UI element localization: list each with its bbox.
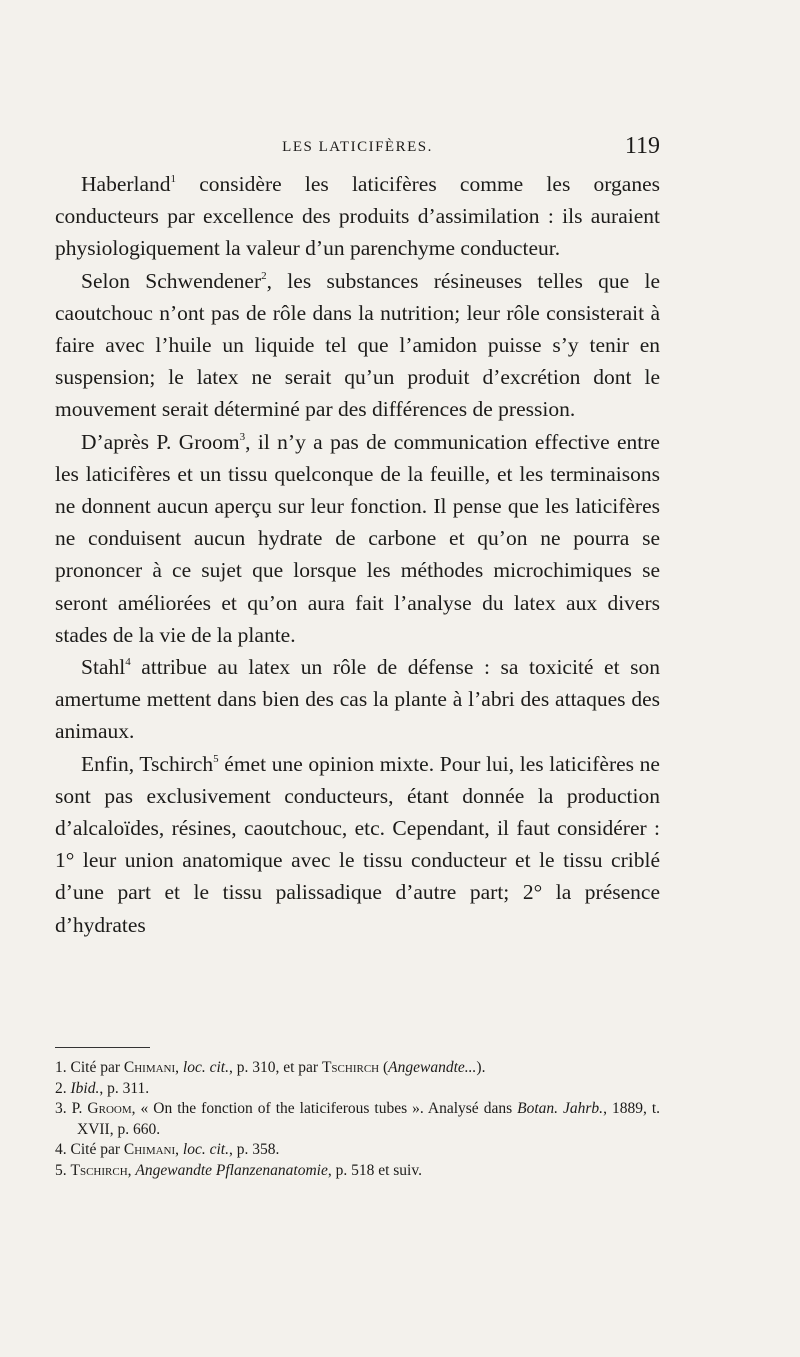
footnote-ref: 1 (170, 173, 177, 185)
author-name: Chimani (123, 1141, 176, 1158)
footnotes (55, 1058, 660, 1181)
footnote-ref: 3 (239, 430, 246, 443)
text-run: ( (379, 1059, 389, 1076)
work-title: Angewandte Pflanzenanatomie (135, 1161, 328, 1179)
text-run: 5. (55, 1161, 71, 1179)
page-header (55, 133, 660, 163)
text-run: , (175, 1059, 183, 1076)
footnote-4 (55, 1140, 660, 1161)
text-run: , p. 358. (228, 1141, 280, 1158)
text-run: , (127, 1161, 136, 1179)
text-run: , 1889, t. XVII, p. 660. (77, 1100, 661, 1138)
citation-ref: loc. cit. (182, 1059, 229, 1076)
text-run: Enfin, Tschirch (81, 751, 214, 776)
text-run: 2. (55, 1079, 71, 1097)
text-run: ). (476, 1059, 486, 1076)
work-title: Angewandte... (388, 1059, 477, 1076)
body-text (55, 168, 660, 941)
citation-ref: loc. cit. (182, 1141, 229, 1158)
author-name: Tschirch (70, 1161, 128, 1179)
text-run: Haberland (81, 172, 171, 196)
paragraph-haberland (55, 168, 660, 265)
paragraph-stahl (55, 651, 660, 748)
text-run: Selon Schwendener (81, 268, 262, 293)
footnote-ref: 4 (125, 656, 131, 669)
text-run: attribue au latex un rôle de défense : sa toxicité et son amertume mettent dans bien des cas la plante à l’abri des attaques des animaux. (55, 655, 660, 744)
footnote-ref: 5 (213, 752, 219, 765)
footnote-2 (55, 1079, 660, 1100)
page-number: 119 (624, 133, 660, 159)
text-run: D’après P. Groom (81, 429, 240, 454)
footnote-divider (55, 1047, 150, 1048)
text-run: , p. 310, et par (228, 1059, 322, 1076)
author-name: Tschirch (321, 1059, 380, 1076)
text-run: 3. P. (55, 1100, 88, 1117)
text-run: , les substances résineuses telles que le caoutchouc n’ont pas de rôle dans la nutrition; leur rôle consisterait à faire avec l’huile un liquide tel que l’amidon puisse s’y tenir en suspension; le latex ne serait qu’un produit d’excrétion dont le mouvement serait déterminé par des différences de pression. (55, 268, 660, 422)
text-run: émet une opinion mixte. Pour lui, les laticifères ne sont pas exclusivement conducteurs, étant donnée la production d’alcaloïdes, résines, caoutchouc, etc. Cependant, il faut considérer : 1° leur union anatomique avec le tissu conducteur et le tissu criblé d’une part et le tissu palissadique d’autre part; 2° la présence d’hydrates (55, 751, 660, 937)
running-title: LES LATICIFÈRES. (282, 139, 433, 155)
footnote-1 (55, 1058, 660, 1079)
footnote-3 (55, 1099, 660, 1140)
footnote-ref: 2 (261, 269, 267, 282)
footnote-5 (55, 1161, 660, 1182)
text-run: , p. 518 et suiv. (327, 1161, 422, 1179)
paragraph-schwendener (55, 265, 660, 426)
text-run: 4. Cité par (55, 1141, 124, 1158)
text-run: , il n’y a pas de communication effective entre les laticifères et un tissu quelconque de la feuille, et les terminaisons ne donnent aucun aperçu sur leur fonction. Il pense que les laticifères ne conduisent aucun hydrate de carbone et qu’on ne pourra se prononcer à ce sujet que lorsque les méthodes microchimiques se seront améliorées et qu’on aura fait l’analyse du latex aux divers stades de la vie de la plante. (55, 429, 660, 647)
author-name: Chimani (123, 1059, 176, 1076)
text-run: 1. Cité par (55, 1059, 124, 1076)
citation-ref: Ibid. (70, 1079, 100, 1097)
journal-title: Botan. Jahrb. (517, 1100, 604, 1117)
author-name: Groom (87, 1100, 132, 1117)
paragraph-groom (55, 426, 660, 651)
text-run: , p. 311. (99, 1079, 150, 1097)
paragraph-tschirch (55, 748, 660, 941)
text-run: , « On the fonction of the laticiferous tubes ». Analysé dans (131, 1100, 518, 1117)
text-run: , (175, 1141, 183, 1158)
text-run: considère les laticifères comme les organes conducteurs par excellence des produits d’assimilation : ils auraient physiologiquement la valeur d’un parenchyme conducteur. (55, 172, 660, 261)
text-run: Stahl (81, 655, 126, 680)
